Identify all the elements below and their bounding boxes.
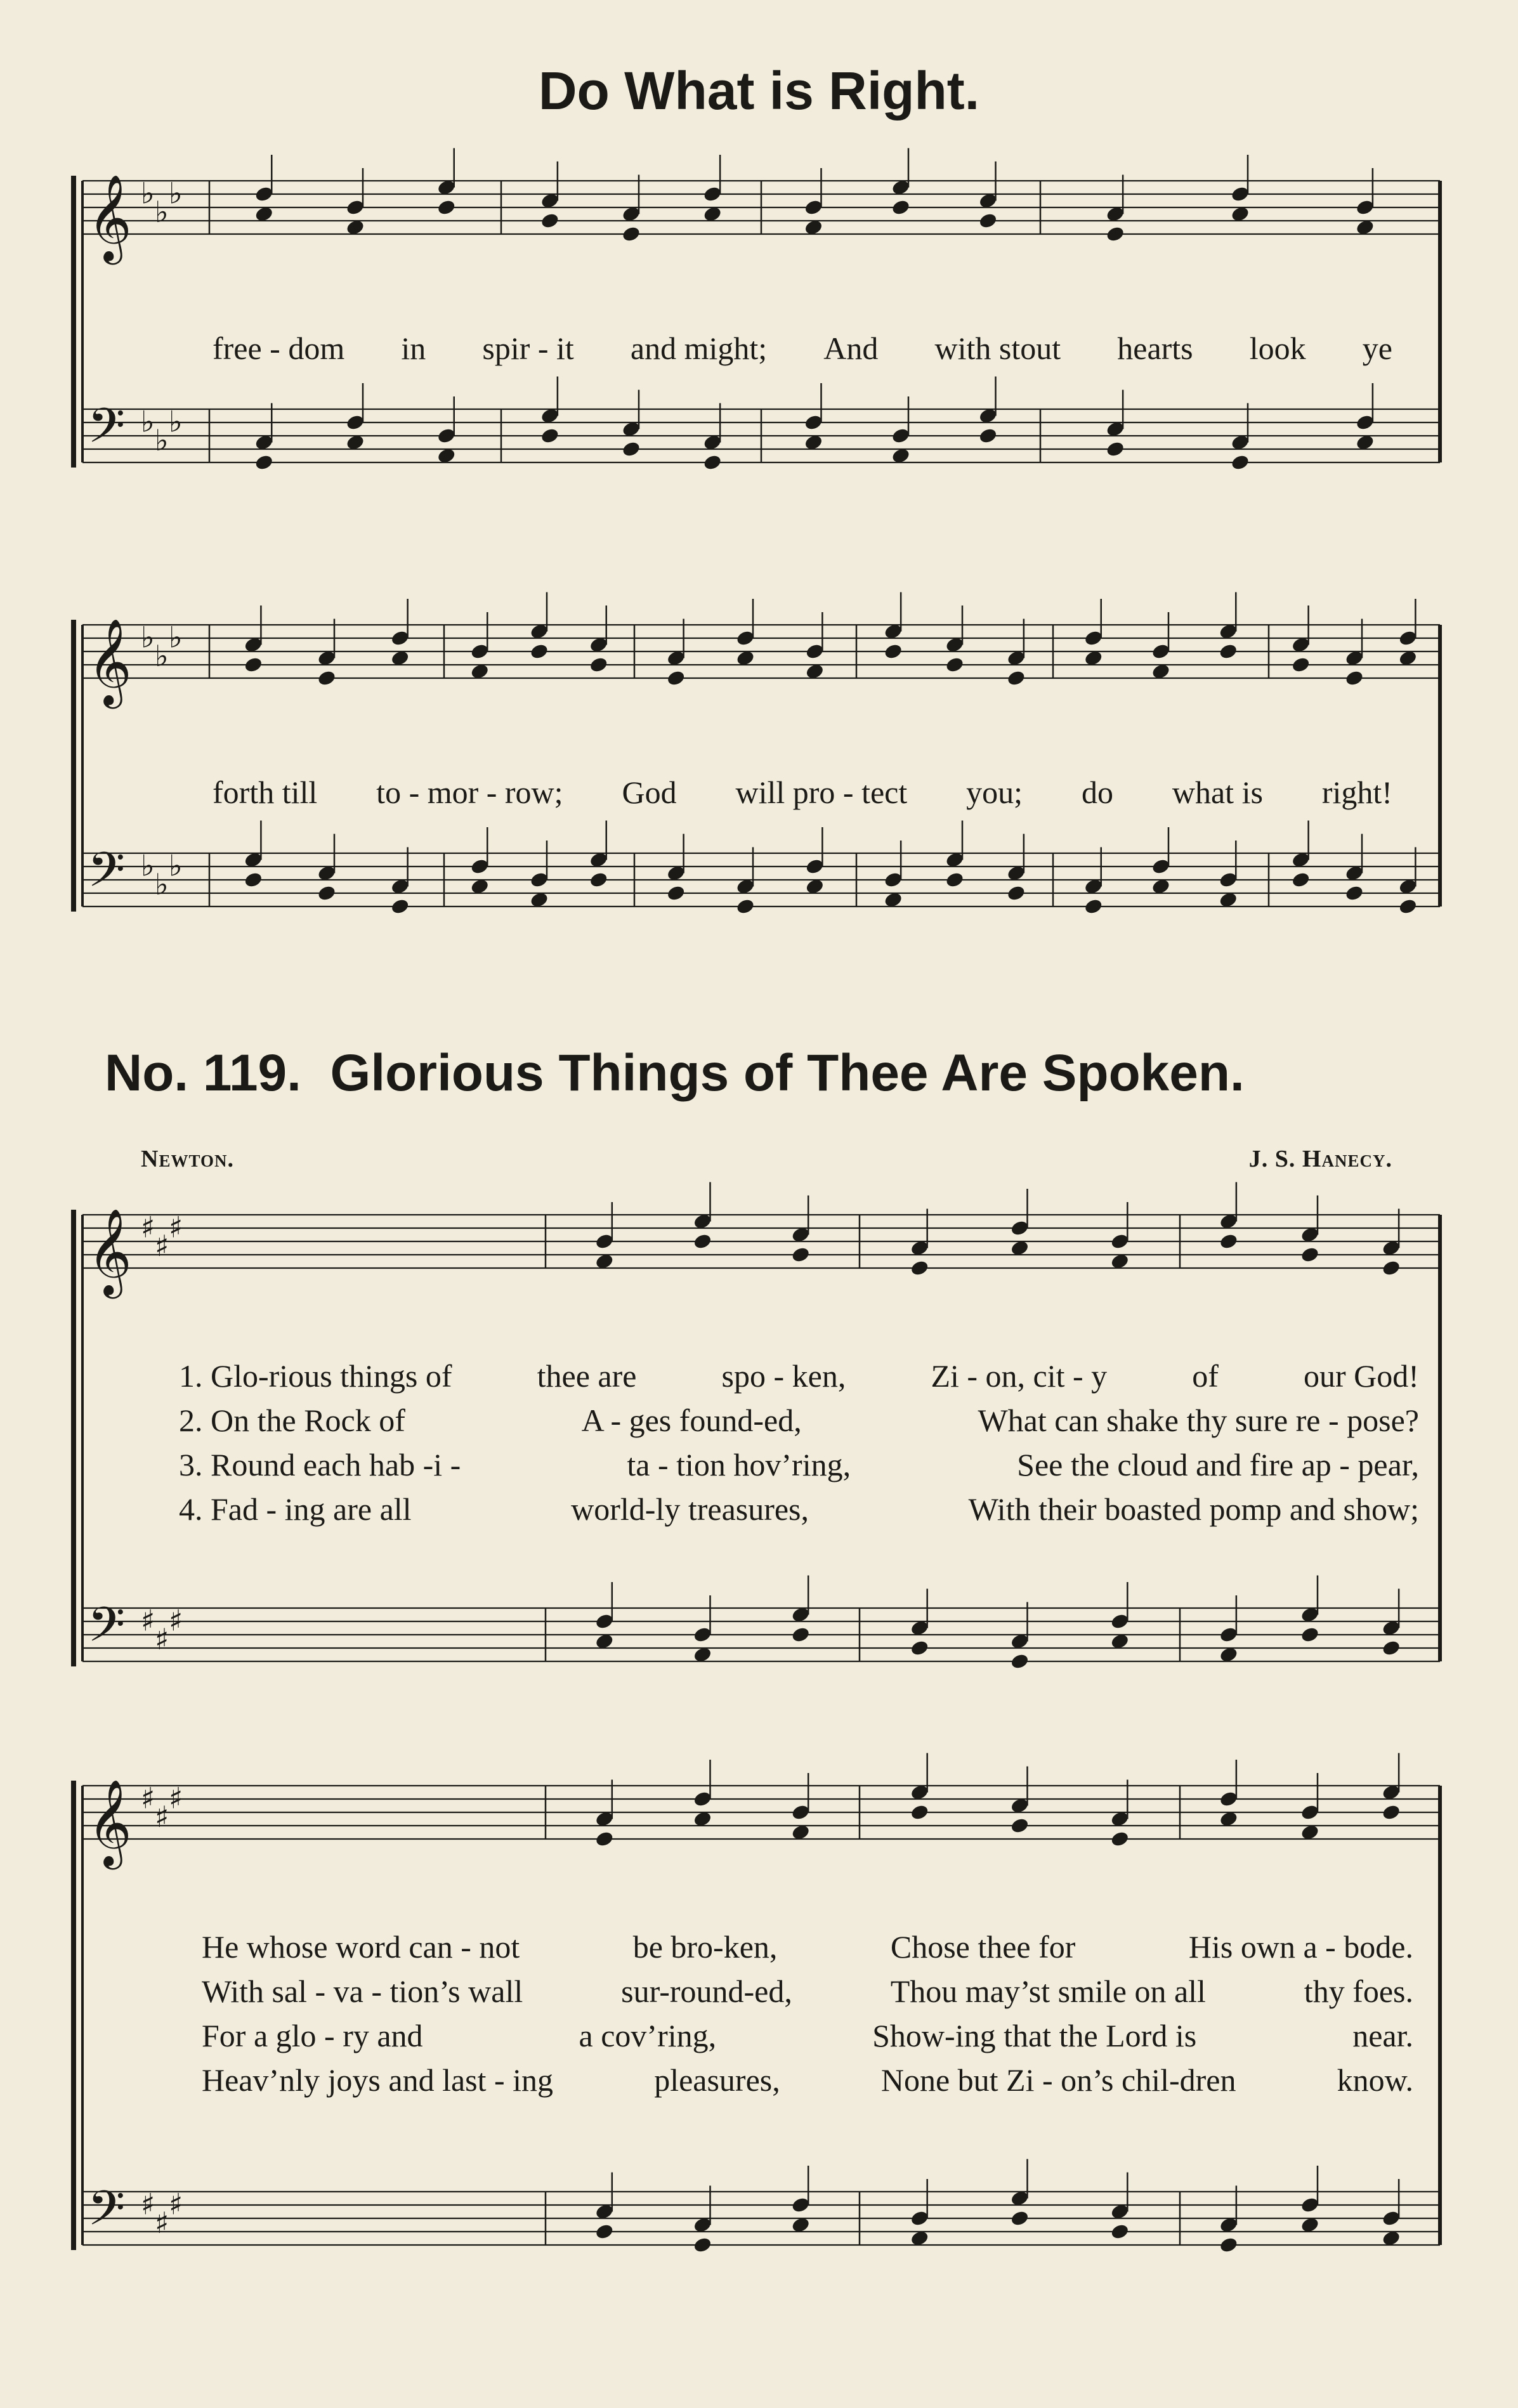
- lyric-phrase: spo - ken,: [721, 1358, 846, 1394]
- lyric-phrase: A - ges found-ed,: [581, 1403, 802, 1438]
- note-head: [1006, 884, 1026, 902]
- note-head: [1230, 454, 1250, 471]
- lyric-phrase: See the cloud and fire ap - pear,: [1017, 1447, 1419, 1482]
- flat-sign-icon: ♭: [141, 176, 155, 211]
- flat-sign-icon: ♭: [169, 848, 183, 883]
- sharp-sign-icon: ♯: [169, 1781, 183, 1816]
- sharp-sign-icon: ♯: [155, 1800, 169, 1835]
- lyric-syllable: you;: [966, 775, 1023, 810]
- lyric-phrase: Chose thee for: [890, 1929, 1076, 1965]
- lyric-syllable: in: [401, 330, 426, 366]
- bass-clef-icon: 𝄢: [88, 2180, 126, 2248]
- note-head: [621, 225, 641, 243]
- sharp-sign-icon: ♯: [141, 1603, 155, 1638]
- note-head: [1300, 1626, 1320, 1644]
- note-head: [702, 454, 723, 471]
- flat-sign-icon: ♭: [169, 620, 183, 655]
- flat-sign-icon: ♭: [141, 848, 155, 883]
- lyric-phrase: our God!: [1304, 1358, 1419, 1394]
- note-head: [1105, 225, 1125, 243]
- lyric-syllable: what is: [1172, 775, 1263, 810]
- note-head: [735, 898, 756, 915]
- treble-clef-icon: 𝄞: [88, 173, 132, 261]
- note-head: [1219, 2236, 1239, 2254]
- lyric-phrase: 4. Fad - ing are all: [179, 1491, 412, 1527]
- lyric-phrase: Thou may’st smile on all: [890, 1973, 1206, 2009]
- note-head: [529, 643, 549, 660]
- flat-sign-icon: ♭: [141, 404, 155, 439]
- note-head: [540, 427, 560, 445]
- lyric-phrase: For a glo - ry and: [202, 2018, 423, 2053]
- bass-clef-icon: 𝄢: [88, 1597, 126, 1665]
- sharp-sign-icon: ♯: [155, 1622, 169, 1657]
- lyric-phrase: None but Zi - on’s chil-dren: [880, 2062, 1236, 2098]
- note-head: [883, 643, 903, 660]
- note-head: [540, 212, 560, 230]
- note-head: [1218, 643, 1238, 660]
- treble-clef-icon: 𝄞: [88, 617, 132, 705]
- note-head: [693, 1233, 713, 1250]
- treble-clef-icon: 𝄞: [88, 1778, 132, 1866]
- note-head: [1381, 1259, 1401, 1277]
- hymn-number: No. 119.: [105, 1044, 301, 1102]
- note-head: [945, 871, 965, 889]
- note-head: [1381, 1639, 1401, 1657]
- lyric-phrase: With their boasted pomp and show;: [968, 1491, 1419, 1527]
- lyric-syllable: to - mor - row;: [376, 775, 563, 810]
- lyric-syllable: do: [1081, 775, 1113, 810]
- note-head: [1344, 884, 1364, 902]
- lyric-syllable: spir - it: [482, 330, 574, 366]
- bass-clef-icon: 𝄢: [88, 842, 126, 910]
- lyric-phrase: world-ly treasures,: [571, 1491, 809, 1527]
- note-head: [666, 884, 686, 902]
- lyric-phrase: pleasures,: [654, 2062, 780, 2098]
- lyric-phrase: 1. Glo-rious things of: [179, 1358, 452, 1394]
- sharp-sign-icon: ♯: [141, 1210, 155, 1245]
- note-head: [436, 199, 457, 216]
- sharp-sign-icon: ♯: [169, 2187, 183, 2222]
- flat-sign-icon: ♭: [155, 423, 169, 458]
- note-head: [1300, 1246, 1320, 1264]
- note-head: [1083, 898, 1104, 915]
- lyric-phrase: 3. Round each hab -i -: [179, 1447, 461, 1482]
- flat-sign-icon: ♭: [169, 176, 183, 211]
- note-head: [945, 656, 965, 674]
- lyric-syllable: God: [622, 775, 677, 810]
- note-head: [1110, 1830, 1130, 1848]
- note-head: [589, 871, 609, 889]
- composer-credit: J. S. Hanecy.: [1248, 1146, 1392, 1172]
- lyric-phrase: near.: [1352, 2018, 1413, 2053]
- lyric-phrase: Heav’nly joys and last - ing: [202, 2062, 554, 2098]
- lyric-phrase: His own a - bode.: [1188, 1929, 1413, 1965]
- bass-clef-icon: 𝄢: [88, 398, 126, 466]
- treble-clef-icon: 𝄞: [88, 1207, 132, 1295]
- note-head: [1010, 2209, 1030, 2227]
- note-head: [1291, 871, 1311, 889]
- note-head: [910, 1639, 930, 1657]
- note-head: [244, 656, 264, 674]
- note-head: [1006, 669, 1026, 687]
- flat-sign-icon: ♭: [155, 639, 169, 674]
- note-head: [621, 440, 641, 458]
- lyric-syllable: ye: [1362, 330, 1392, 366]
- note-head: [390, 898, 410, 915]
- lyric-syllable: free - dom: [213, 330, 345, 366]
- note-head: [790, 1626, 811, 1644]
- lyric-syllable: look: [1249, 330, 1306, 366]
- note-head: [1344, 669, 1364, 687]
- hymn-title-do-what-is-right: Do What is Right.: [538, 61, 980, 121]
- sharp-sign-icon: ♯: [155, 1229, 169, 1264]
- flat-sign-icon: ♭: [169, 404, 183, 439]
- note-head: [317, 669, 337, 687]
- hymn-title-glorious-things: Glorious Things of Thee Are Spoken.: [330, 1044, 1245, 1102]
- sharp-sign-icon: ♯: [155, 2206, 169, 2241]
- note-head: [589, 656, 609, 674]
- sharp-sign-icon: ♯: [141, 2187, 155, 2222]
- lyric-phrase: With sal - va - tion’s wall: [202, 1973, 523, 2009]
- lyric-phrase: a cov’ring,: [579, 2018, 717, 2053]
- note-head: [1291, 656, 1311, 674]
- sharp-sign-icon: ♯: [169, 1210, 183, 1245]
- note-head: [1010, 1817, 1030, 1835]
- note-head: [594, 2223, 615, 2241]
- note-head: [1381, 1803, 1401, 1821]
- lyric-phrase: Show-ing that the Lord is: [872, 2018, 1197, 2053]
- note-head: [594, 1830, 615, 1848]
- note-head: [1398, 898, 1418, 915]
- lyric-syllable: And: [823, 330, 879, 366]
- lyric-phrase: thy foes.: [1304, 1973, 1413, 2009]
- note-head: [666, 669, 686, 687]
- note-head: [910, 1803, 930, 1821]
- sharp-sign-icon: ♯: [169, 1603, 183, 1638]
- note-head: [693, 2236, 713, 2254]
- note-head: [978, 427, 998, 445]
- lyric-phrase: 2. On the Rock of: [179, 1403, 405, 1438]
- flat-sign-icon: ♭: [155, 867, 169, 902]
- note-head: [244, 871, 264, 889]
- note-head: [1105, 440, 1125, 458]
- sharp-sign-icon: ♯: [141, 1781, 155, 1816]
- lyric-phrase: sur-round-ed,: [621, 1973, 792, 2009]
- lyric-phrase: thee are: [537, 1358, 637, 1394]
- note-head: [891, 199, 911, 216]
- tune-name: Newton.: [141, 1146, 234, 1172]
- lyric-syllable: hearts: [1117, 330, 1193, 366]
- lyric-syllable: right!: [1321, 775, 1392, 810]
- note-head: [1010, 1652, 1030, 1670]
- lyric-phrase: be bro-ken,: [632, 1929, 778, 1965]
- flat-sign-icon: ♭: [141, 620, 155, 655]
- lyric-syllable: will pro - tect: [735, 775, 908, 810]
- note-head: [1219, 1233, 1239, 1250]
- lyric-syllable: and might;: [630, 330, 768, 366]
- lyric-syllable: with stout: [934, 330, 1061, 366]
- lyric-phrase: ta - tion hov’ring,: [627, 1447, 851, 1482]
- lyric-phrase: know.: [1337, 2062, 1413, 2098]
- note-head: [910, 1259, 930, 1277]
- note-head: [978, 212, 998, 230]
- note-head: [1110, 2223, 1130, 2241]
- note-head: [317, 884, 337, 902]
- lyric-syllable: forth till: [213, 775, 318, 810]
- lyric-phrase: of: [1192, 1358, 1219, 1394]
- flat-sign-icon: ♭: [155, 195, 169, 230]
- note-head: [254, 454, 274, 471]
- lyric-phrase: He whose word can - not: [202, 1929, 520, 1965]
- lyric-phrase: Zi - on, cit - y: [931, 1358, 1108, 1394]
- note-head: [790, 1246, 811, 1264]
- lyric-phrase: What can shake thy sure re - pose?: [978, 1403, 1419, 1438]
